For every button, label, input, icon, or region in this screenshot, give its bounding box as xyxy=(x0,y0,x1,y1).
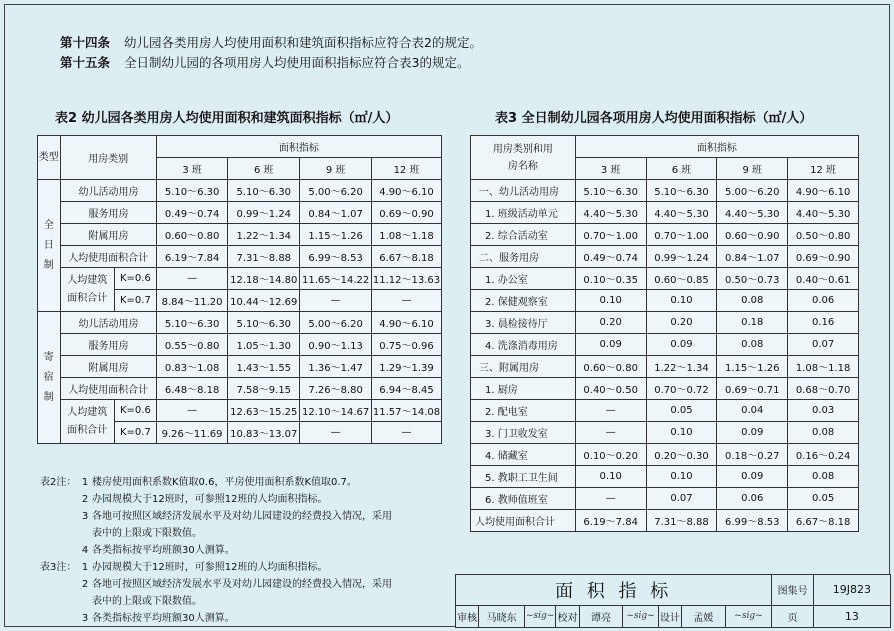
header-class-6: 6 班 xyxy=(646,158,717,180)
value-cell: — xyxy=(300,290,372,312)
row-label: 1. 厨房 xyxy=(471,378,576,400)
value-cell: 0.84～1.07 xyxy=(717,246,788,268)
table-row xyxy=(471,488,859,510)
note-label: 表3注： xyxy=(40,562,77,573)
table-row xyxy=(471,378,859,400)
header-category xyxy=(471,136,576,180)
value-cell: — xyxy=(575,488,646,510)
note-label xyxy=(40,593,78,610)
value-cell: 0.16～0.24 xyxy=(788,444,859,466)
row-label: 4. 洗涤消毒用房 xyxy=(471,334,576,356)
value-cell: 6.19～7.84 xyxy=(575,510,646,532)
row-label: 人均使用面积合计 xyxy=(60,246,156,268)
value-cell: 5.00～6.20 xyxy=(300,312,372,334)
value-cell: 5.10～6.30 xyxy=(228,180,300,202)
table-row xyxy=(471,290,859,312)
value-cell: 0.49～0.74 xyxy=(575,246,646,268)
section-boarding xyxy=(38,312,442,444)
note-text: 表中的上限或下限数值。 xyxy=(92,528,202,539)
row-label: 1. 办公室 xyxy=(471,268,576,290)
value-cell: 7.31～8.88 xyxy=(646,510,717,532)
value-cell: 0.09 xyxy=(575,334,646,356)
note-label xyxy=(40,542,78,559)
value-cell: 0.40～0.61 xyxy=(788,268,859,290)
type-text: 全日制 xyxy=(43,219,54,271)
value-cell: 0.16 xyxy=(788,312,859,334)
value-cell: 0.09 xyxy=(646,334,717,356)
review-label: 审核 xyxy=(456,605,479,627)
value-cell: 6.94～8.45 xyxy=(372,378,442,400)
value-cell: 0.20 xyxy=(646,312,717,334)
value-cell: 11.57～14.08 xyxy=(372,400,442,422)
check-label: 校对 xyxy=(556,605,579,627)
row-label: 1. 班级活动单元 xyxy=(471,202,576,224)
row-label: 6. 教师值班室 xyxy=(471,488,576,510)
value-cell: 0.20～0.30 xyxy=(646,444,717,466)
table-row xyxy=(471,356,859,378)
value-cell: 0.08 xyxy=(717,290,788,312)
build-area-text: 人均建筑面积合计 xyxy=(67,274,108,304)
note-line xyxy=(40,559,442,576)
atlas-number: 19J823 xyxy=(813,575,890,606)
designer-signature: ~sig~ xyxy=(725,605,772,627)
value-cell: 0.60～0.90 xyxy=(717,224,788,246)
note-label xyxy=(40,525,78,542)
value-cell: 1.05～1.30 xyxy=(228,334,300,356)
note-line xyxy=(40,576,442,593)
value-cell: 0.69～0.90 xyxy=(372,202,442,224)
reviewer-name: 马晓东 xyxy=(479,605,525,627)
value-cell: 0.50～0.73 xyxy=(717,268,788,290)
value-cell: 0.49～0.74 xyxy=(156,202,228,224)
header-category: 用房类别 xyxy=(60,136,156,180)
header-area: 面积指标 xyxy=(575,136,858,158)
build-area-label xyxy=(60,268,114,312)
value-cell: 11.12～13.63 xyxy=(372,268,442,290)
article-15 xyxy=(60,53,469,71)
value-cell: 1.43～1.55 xyxy=(228,356,300,378)
value-cell: 0.06 xyxy=(788,290,859,312)
value-cell: 5.10～6.30 xyxy=(575,180,646,202)
value-cell: — xyxy=(300,422,372,444)
value-cell: — xyxy=(372,290,442,312)
value-cell: 4.90～6.10 xyxy=(788,180,859,202)
value-cell: 0.70～1.00 xyxy=(646,224,717,246)
value-cell: 0.08 xyxy=(788,422,859,444)
row-label: 服务用房 xyxy=(60,202,156,224)
article-number: 第十四条 xyxy=(60,35,111,50)
designer-name: 孟媛 xyxy=(682,605,726,627)
type-label xyxy=(38,180,61,312)
header-category-text: 用房类别和用房名称 xyxy=(492,143,553,172)
article-text: 幼儿园各类用房人均使用面积和建筑面积指标应符合表2的规定。 xyxy=(124,35,482,50)
value-cell: 4.40～5.30 xyxy=(646,202,717,224)
value-cell: 10.44～12.69 xyxy=(228,290,300,312)
table3 xyxy=(470,135,859,532)
table-row xyxy=(471,180,859,202)
note-number xyxy=(78,525,92,542)
value-cell: 5.00～6.20 xyxy=(717,180,788,202)
note-text: 办园规模大于12班时，可参照12班的人均面积指标。 xyxy=(92,562,328,573)
note-number: 1 xyxy=(81,477,89,488)
value-cell: 0.05 xyxy=(788,488,859,510)
header-class-6: 6 班 xyxy=(228,158,300,180)
row-label: 人均使用面积合计 xyxy=(471,510,576,532)
value-cell: 0.10 xyxy=(646,422,717,444)
value-cell: 0.07 xyxy=(646,488,717,510)
value-cell: 7.58～9.15 xyxy=(228,378,300,400)
value-cell: 0.06 xyxy=(717,488,788,510)
table-row xyxy=(471,224,859,246)
value-cell: 6.67～8.18 xyxy=(372,246,442,268)
value-cell: 5.10～6.30 xyxy=(156,312,228,334)
k-label: K=0.6 xyxy=(114,268,156,290)
value-cell: 0.60～0.80 xyxy=(156,224,228,246)
row-label: 2. 保健观察室 xyxy=(471,290,576,312)
value-cell: 0.70～0.72 xyxy=(646,378,717,400)
table-row xyxy=(471,268,859,290)
value-cell: 0.18～0.27 xyxy=(717,444,788,466)
value-cell: 0.40～0.50 xyxy=(575,378,646,400)
table-row xyxy=(471,312,859,334)
row-label: 3. 晨检接待厅 xyxy=(471,312,576,334)
value-cell: 0.70～1.00 xyxy=(575,224,646,246)
table2-title: 表2 幼儿园各类用房人均使用面积和建筑面积指标（㎡/人） xyxy=(55,111,399,126)
note-number: 4 xyxy=(81,545,89,556)
header-type: 类型 xyxy=(38,136,61,180)
type-label xyxy=(38,312,61,444)
note-label xyxy=(40,491,78,508)
value-cell: 1.08～1.18 xyxy=(372,224,442,246)
note-line xyxy=(40,610,442,627)
note-text: 表中的上限或下限数值。 xyxy=(92,596,202,607)
value-cell: 0.99～1.24 xyxy=(646,246,717,268)
section-full-day xyxy=(38,180,442,312)
header-class-12: 12 班 xyxy=(788,158,859,180)
value-cell: — xyxy=(372,422,442,444)
table-row xyxy=(38,224,442,246)
value-cell: 0.68～0.70 xyxy=(788,378,859,400)
value-cell: 10.83～13.07 xyxy=(228,422,300,444)
value-cell: 11.65～14.22 xyxy=(300,268,372,290)
note-number: 3 xyxy=(81,511,89,522)
value-cell: 5.10～6.30 xyxy=(646,180,717,202)
article-14 xyxy=(60,33,482,51)
page-label: 页 xyxy=(772,605,814,627)
note-label xyxy=(40,576,78,593)
value-cell: 0.69～0.90 xyxy=(788,246,859,268)
row-label: 3. 门卫收发室 xyxy=(471,422,576,444)
table-row xyxy=(38,378,442,400)
article-text: 全日制幼儿园的各项用房人均使用面积指标应符合表3的规定。 xyxy=(124,55,470,70)
row-label: 幼儿活动用房 xyxy=(60,180,156,202)
value-cell: 6.67～8.18 xyxy=(788,510,859,532)
note-label xyxy=(40,610,78,627)
table-row xyxy=(38,334,442,356)
note-text: 各地可按照区域经济发展水平及对幼儿园建设的经费投入情况，采用 xyxy=(92,511,392,522)
value-cell: 5.00～6.20 xyxy=(300,180,372,202)
row-label: 服务用房 xyxy=(60,334,156,356)
table-row xyxy=(38,246,442,268)
value-cell: 0.55～0.80 xyxy=(156,334,228,356)
article-number: 第十五条 xyxy=(60,55,111,70)
type-text: 寄宿制 xyxy=(43,351,54,403)
value-cell: 1.15～1.26 xyxy=(300,224,372,246)
reviewer-signature: ~sig~ xyxy=(524,605,555,627)
table-row xyxy=(38,400,442,422)
table3-body xyxy=(471,180,859,532)
value-cell: 5.10～6.30 xyxy=(228,312,300,334)
note-line xyxy=(40,542,442,559)
checker-signature: ~sig~ xyxy=(623,605,658,627)
value-cell: 0.99～1.24 xyxy=(228,202,300,224)
note-line xyxy=(40,525,442,542)
value-cell: 0.09 xyxy=(717,422,788,444)
value-cell: 0.10 xyxy=(575,466,646,488)
row-label: 三、附属用房 xyxy=(471,356,576,378)
row-label: 人均使用面积合计 xyxy=(60,378,156,400)
note-label: 表2注： xyxy=(40,477,77,488)
note-label xyxy=(40,508,78,525)
note-line xyxy=(40,491,442,508)
note-line xyxy=(40,474,442,491)
table-row xyxy=(471,334,859,356)
value-cell: 0.10～0.20 xyxy=(575,444,646,466)
header-area: 面积指标 xyxy=(156,136,441,158)
build-area-label xyxy=(60,400,114,444)
value-cell: 8.84～11.20 xyxy=(156,290,228,312)
title-block xyxy=(455,574,891,628)
value-cell: 4.40～5.30 xyxy=(575,202,646,224)
note-line xyxy=(40,593,442,610)
note-text: 楼房使用面积系数K值取0.6，平房使用面积系数K值取0.7。 xyxy=(92,477,357,488)
value-cell: 9.26～11.69 xyxy=(156,422,228,444)
header-class-12: 12 班 xyxy=(372,158,442,180)
table-row xyxy=(471,246,859,268)
value-cell: 7.31～8.88 xyxy=(228,246,300,268)
value-cell: 0.08 xyxy=(788,466,859,488)
note-text: 各地可按照区域经济发展水平及对幼儿园建设的经费投入情况，采用 xyxy=(92,579,392,590)
value-cell: 0.10 xyxy=(646,466,717,488)
value-cell: 0.08 xyxy=(717,334,788,356)
note-number xyxy=(78,593,92,610)
value-cell: 1.15～1.26 xyxy=(717,356,788,378)
value-cell: 6.19～7.84 xyxy=(156,246,228,268)
row-label: 2. 配电室 xyxy=(471,400,576,422)
row-label: 二、服务用房 xyxy=(471,246,576,268)
value-cell: 0.10 xyxy=(575,290,646,312)
table3-title: 表3 全日制幼儿园各项用房人均使用面积指标（㎡/人） xyxy=(495,111,813,126)
checker-name: 谭亮 xyxy=(579,605,623,627)
value-cell: 4.90～6.10 xyxy=(372,312,442,334)
table-row xyxy=(38,312,442,334)
table-row xyxy=(471,466,859,488)
note-text: 办园规模大于12班时，可参照12班的人均面积指标。 xyxy=(92,494,328,505)
value-cell: 1.08～1.18 xyxy=(788,356,859,378)
value-cell: 5.10～6.30 xyxy=(156,180,228,202)
value-cell: 0.60～0.85 xyxy=(646,268,717,290)
value-cell: 6.99～8.53 xyxy=(717,510,788,532)
value-cell: 0.50～0.80 xyxy=(788,224,859,246)
header-class-9: 9 班 xyxy=(717,158,788,180)
table-row xyxy=(471,510,859,532)
notes xyxy=(40,474,442,627)
note-number: 2 xyxy=(81,494,89,505)
header-class-9: 9 班 xyxy=(300,158,372,180)
value-cell: 6.48～8.18 xyxy=(156,378,228,400)
note-number: 3 xyxy=(81,613,89,624)
row-label: 一、幼儿活动用房 xyxy=(471,180,576,202)
value-cell: 1.36～1.47 xyxy=(300,356,372,378)
row-label: 附属用房 xyxy=(60,356,156,378)
build-area-text: 人均建筑面积合计 xyxy=(67,406,108,436)
value-cell: 4.40～5.30 xyxy=(717,202,788,224)
note-number: 1 xyxy=(81,562,89,573)
row-label: 4. 储藏室 xyxy=(471,444,576,466)
table-row xyxy=(38,202,442,224)
value-cell: 6.99～8.53 xyxy=(300,246,372,268)
value-cell: 0.10 xyxy=(646,290,717,312)
value-cell: — xyxy=(575,400,646,422)
table-row xyxy=(471,400,859,422)
table-row xyxy=(38,356,442,378)
k-label: K=0.7 xyxy=(114,290,156,312)
value-cell: 0.05 xyxy=(646,400,717,422)
table-row xyxy=(471,202,859,224)
value-cell: 1.29～1.39 xyxy=(372,356,442,378)
value-cell: 12.63～15.25 xyxy=(228,400,300,422)
value-cell: 0.03 xyxy=(788,400,859,422)
value-cell: 0.83～1.08 xyxy=(156,356,228,378)
value-cell: 1.22～1.34 xyxy=(228,224,300,246)
value-cell: 0.10～0.35 xyxy=(575,268,646,290)
drawing-title: 面 积 指 标 xyxy=(456,575,772,606)
value-cell: 0.20 xyxy=(575,312,646,334)
value-cell: 0.69～0.71 xyxy=(717,378,788,400)
value-cell: 12.10～14.67 xyxy=(300,400,372,422)
value-cell: 0.07 xyxy=(788,334,859,356)
k-label: K=0.6 xyxy=(114,400,156,422)
value-cell: 0.18 xyxy=(717,312,788,334)
value-cell: 0.04 xyxy=(717,400,788,422)
value-cell: 0.84～1.07 xyxy=(300,202,372,224)
header-class-3: 3 班 xyxy=(575,158,646,180)
note-line xyxy=(40,508,442,525)
row-label: 5. 教职工卫生间 xyxy=(471,466,576,488)
row-label: 附属用房 xyxy=(60,224,156,246)
value-cell: 4.40～5.30 xyxy=(788,202,859,224)
table-row xyxy=(38,268,442,290)
note-text: 各类指标按平均班额30人测算。 xyxy=(92,545,235,556)
value-cell: 0.90～1.13 xyxy=(300,334,372,356)
value-cell: 4.90～6.10 xyxy=(372,180,442,202)
note-number: 2 xyxy=(81,579,89,590)
value-cell: 0.60～0.80 xyxy=(575,356,646,378)
design-label: 设计 xyxy=(658,605,681,627)
table-row xyxy=(38,180,442,202)
value-cell: 0.09 xyxy=(717,466,788,488)
row-label: 幼儿活动用房 xyxy=(60,312,156,334)
atlas-label: 图集号 xyxy=(772,575,814,606)
table2 xyxy=(37,135,442,444)
note-text: 各类指标按平均班额30人测算。 xyxy=(92,613,235,624)
value-cell: — xyxy=(156,268,228,290)
value-cell: 12.18～14.80 xyxy=(228,268,300,290)
value-cell: — xyxy=(575,422,646,444)
value-cell: 1.22～1.34 xyxy=(646,356,717,378)
k-label: K=0.7 xyxy=(114,422,156,444)
row-label: 2. 综合活动室 xyxy=(471,224,576,246)
header-class-3: 3 班 xyxy=(156,158,228,180)
value-cell: 7.26～8.80 xyxy=(300,378,372,400)
value-cell: — xyxy=(156,400,228,422)
table-row xyxy=(471,422,859,444)
table-row xyxy=(471,444,859,466)
page-number: 13 xyxy=(813,605,890,627)
value-cell: 0.75～0.96 xyxy=(372,334,442,356)
